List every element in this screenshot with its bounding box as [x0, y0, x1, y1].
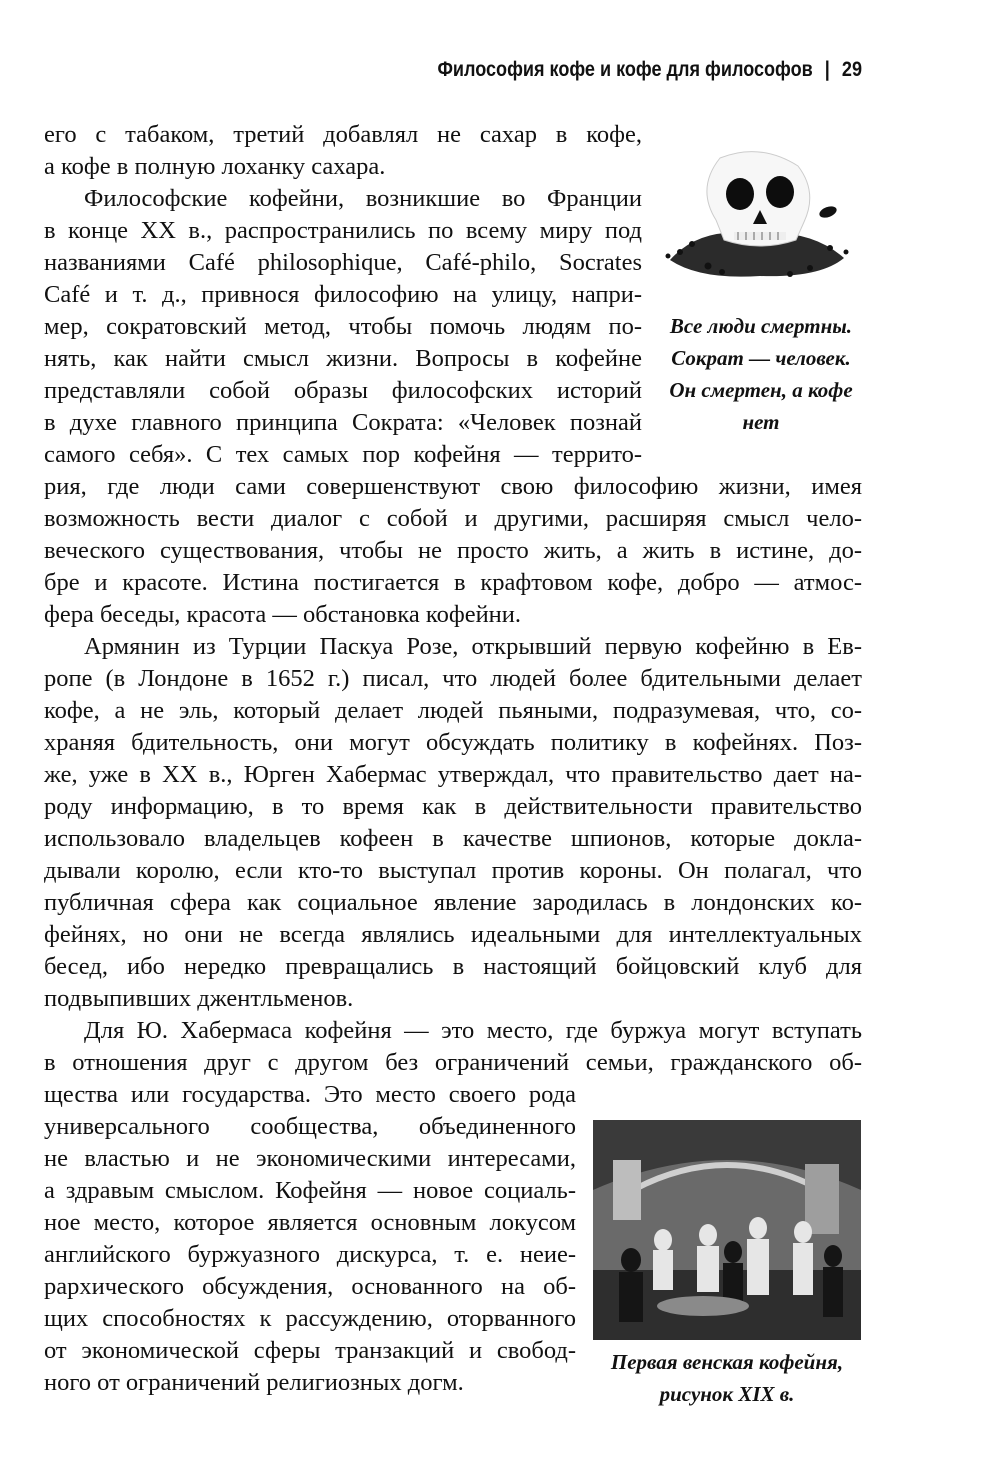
text-line: Café и т. д., привнося философию на улицу, напри- — [44, 281, 642, 308]
text-line: кофе, а не эль, который делает людей пьяными, подразумевая, что, со- — [44, 697, 862, 724]
skull-icon — [707, 152, 810, 246]
caption-line: Все люди смертны. — [669, 314, 853, 338]
text-line: ного от ограничений религиозных догм. — [44, 1369, 464, 1396]
text-line: веческого существования, чтобы не просто жить, а жить в истине, до- — [44, 537, 862, 564]
coffee-bean-accent — [818, 204, 838, 220]
text-line: храняя бдительность, они могут обсуждать политику в кофейнях. Поз- — [44, 729, 862, 756]
text-line: Армянин из Турции Паскуа Розе, открывший первую кофейню в Ев- — [84, 633, 862, 660]
text-line: Для Ю. Хабермаса кофейня — это место, где буржуа могут вступать — [84, 1017, 862, 1044]
text-line: фейнях, но они не всегда являлись идеальными для интеллектуальных — [44, 921, 862, 948]
text-line: публичная сфера как социальное явление зародилась в лондонских ко- — [44, 889, 862, 916]
text-line: а кофе в полную лоханку сахара. — [44, 153, 386, 180]
text-line: щества или государства. Это место своего рода — [44, 1081, 576, 1108]
caption-line: Сократ — человек. — [671, 346, 851, 370]
text-line: Философские кофейни, возникшие во Франции — [84, 185, 642, 212]
text-line: самого себя». С тех самых пор кофейня — террито- — [44, 441, 642, 468]
header-title: Философия кофе и кофе для философов — [437, 58, 813, 81]
text-line: рархического обсуждения, основанного на об- — [44, 1273, 576, 1300]
text-line: в духе главного принципа Сократа: «Человек познай — [44, 409, 642, 436]
text-line: щих способностях к рассуждению, оторванного — [44, 1305, 576, 1332]
text-line: ропе (в Лондоне в 1652 г.) писал, что людей более бдительными делает — [44, 665, 862, 692]
cafe-caption — [593, 1346, 861, 1410]
text-line: использовало владельцев кофеен в качестве шпионов, которые докла- — [44, 825, 862, 852]
caption-line: Первая венская кофейня, — [610, 1350, 844, 1374]
text-line: его с табаком, третий добавлял не сахар в кофе, — [44, 121, 642, 148]
running-header — [121, 58, 862, 82]
text-line: ное место, которое является основным локусом — [44, 1209, 576, 1236]
text-line: универсального сообщества, объединенного — [44, 1113, 576, 1140]
page-number: 29 — [841, 58, 862, 81]
text-line: от экономической сферы транзакций и свобод- — [44, 1337, 576, 1364]
vienna-coffeehouse-illustration — [593, 1120, 861, 1340]
text-line: нять, как найти смысл жизни. Вопросы в кофейне — [44, 345, 642, 372]
text-line: в конце XX в., распространились по всему миру под — [44, 217, 642, 244]
skull-caption — [656, 310, 866, 438]
text-line: роду информацию, в то время как в действительности правительство — [44, 793, 862, 820]
text-line: рия, где люди сами совершенствуют свою философию жизни, имея — [44, 473, 862, 500]
text-line: не властью и не экономическими интересами, — [44, 1145, 576, 1172]
text-line: английского буржуазного дискурса, т. е. неие- — [44, 1241, 576, 1268]
text-line: дывали королю, если кто-то выступал против короны. Он полагал, что — [44, 857, 862, 884]
skull-coffee-illustration — [660, 148, 850, 296]
caption-line: Он смертен, а кофе — [669, 378, 853, 402]
text-line: же, уже в XX в., Юрген Хабермас утверждал, что правительство дает на- — [44, 761, 862, 788]
coffeehouse-scene — [593, 1120, 861, 1340]
caption-line: нет — [742, 410, 780, 434]
text-line: бесед, ибо нередко превращались в настоящий бойцовский клуб для — [44, 953, 862, 980]
text-line: в отношения друг с другом без ограничений семьи, гражданского об- — [44, 1049, 862, 1076]
text-line: подвыпивших джентльменов. — [44, 985, 354, 1012]
text-line: мер, сократовский метод, чтобы помочь людям по- — [44, 313, 642, 340]
header-separator: | — [824, 58, 830, 81]
text-line: названиями Café philosophique, Café-philo, Socrates — [44, 249, 642, 276]
text-line: возможность вести диалог с собой и другими, расширяя смысл чело- — [44, 505, 862, 532]
text-line: бре и красоте. Истина постигается в крафтовом кофе, добро — атмос- — [44, 569, 862, 596]
text-line: представляли собой образы философских историй — [44, 377, 642, 404]
caption-line: рисунок XIX в. — [659, 1382, 795, 1406]
text-line: фера беседы, красота — обстановка кофейни. — [44, 601, 522, 628]
text-line: а здравым смыслом. Кофейня — новое социаль- — [44, 1177, 576, 1204]
